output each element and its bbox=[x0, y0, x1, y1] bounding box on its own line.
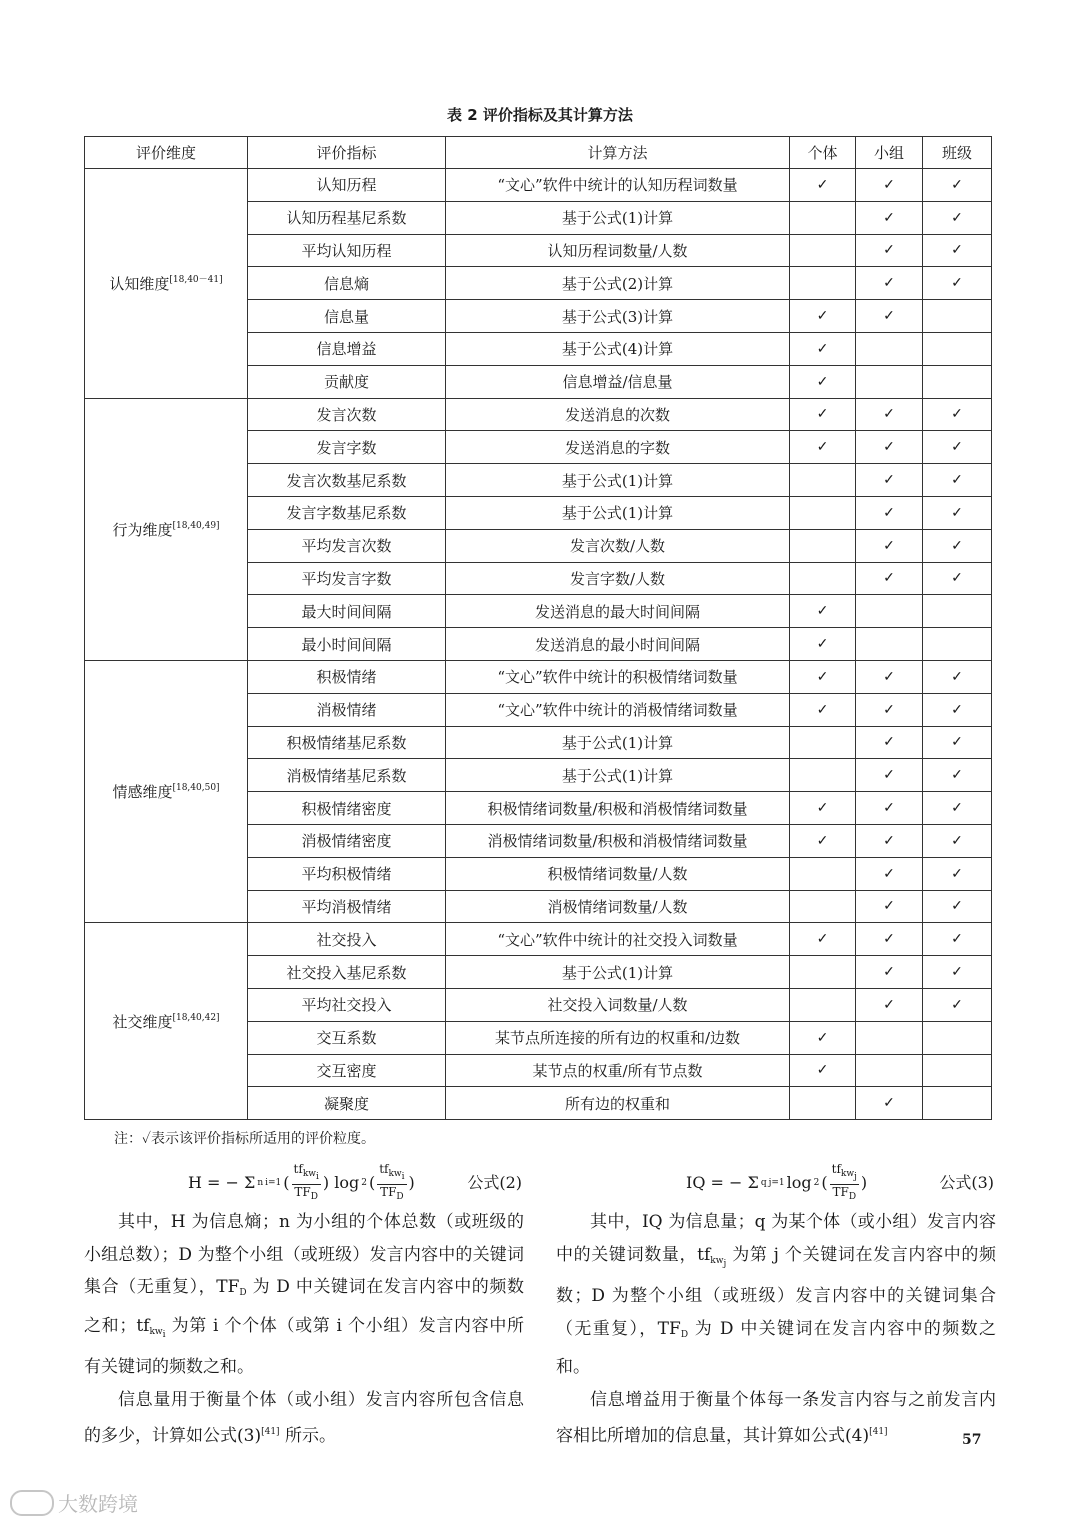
check-mark-icon: ✓ bbox=[816, 1029, 829, 1046]
check-mark-icon: ✓ bbox=[883, 800, 895, 817]
class-check-cell bbox=[923, 496, 992, 529]
header-individual: 个体 bbox=[790, 137, 856, 169]
check-mark-icon: ✓ bbox=[816, 636, 829, 653]
formula-3 bbox=[556, 1160, 996, 1206]
group-check-cell bbox=[856, 1054, 923, 1087]
table-header-row bbox=[85, 137, 992, 169]
indicator-cell: 平均社交投入 bbox=[248, 988, 446, 1021]
class-check-cell bbox=[923, 365, 992, 398]
individual-check-cell bbox=[790, 824, 856, 857]
weibo-logo-icon bbox=[10, 1490, 54, 1516]
class-check-cell bbox=[923, 595, 992, 628]
method-cell: 消极情绪词数量/人数 bbox=[446, 890, 790, 923]
individual-check-cell bbox=[790, 792, 856, 825]
class-check-cell bbox=[923, 234, 992, 267]
left-paragraph-2: 信息量用于衡量个体（或小组）发言内容所包含信息的多少，计算如公式(3)[41] 所示。 bbox=[84, 1389, 524, 1446]
indicator-cell: 发言次数 bbox=[248, 398, 446, 431]
check-mark-icon: ✓ bbox=[883, 701, 895, 718]
individual-check-cell bbox=[790, 365, 856, 398]
indicator-cell: 发言次数基尼系数 bbox=[248, 464, 446, 497]
group-check-cell bbox=[856, 923, 923, 956]
class-check-cell bbox=[923, 759, 992, 792]
table-body bbox=[85, 169, 992, 1120]
class-check-cell bbox=[923, 857, 992, 890]
individual-check-cell bbox=[790, 857, 856, 890]
group-check-cell bbox=[856, 1087, 923, 1120]
check-mark-icon: ✓ bbox=[951, 734, 963, 751]
individual-check-cell bbox=[790, 595, 856, 628]
citation: [41] bbox=[869, 1427, 888, 1437]
group-check-cell bbox=[856, 595, 923, 628]
method-cell: 发言次数/人数 bbox=[446, 529, 790, 562]
class-check-cell bbox=[923, 988, 992, 1021]
method-cell: 认知历程词数量/人数 bbox=[446, 234, 790, 267]
check-mark-icon: ✓ bbox=[883, 439, 895, 456]
class-check-cell bbox=[923, 398, 992, 431]
indicator-cell: 认知历程 bbox=[248, 169, 446, 202]
check-mark-icon: ✓ bbox=[883, 865, 895, 882]
table-row bbox=[85, 923, 992, 956]
indicator-cell: 平均发言次数 bbox=[248, 529, 446, 562]
class-check-cell bbox=[923, 431, 992, 464]
group-check-cell bbox=[856, 726, 923, 759]
individual-check-cell bbox=[790, 1021, 856, 1054]
group-check-cell bbox=[856, 792, 923, 825]
individual-check-cell bbox=[790, 660, 856, 693]
class-check-cell bbox=[923, 464, 992, 497]
group-check-cell bbox=[856, 234, 923, 267]
check-mark-icon: ✓ bbox=[883, 209, 895, 226]
individual-check-cell bbox=[790, 923, 856, 956]
indicator-cell: 社交投入基尼系数 bbox=[248, 956, 446, 989]
citation: [18,40,49] bbox=[172, 520, 220, 531]
indicator-cell: 最大时间间隔 bbox=[248, 595, 446, 628]
individual-check-cell bbox=[790, 759, 856, 792]
method-cell: 发送消息的最大时间间隔 bbox=[446, 595, 790, 628]
check-mark-icon: ✓ bbox=[883, 275, 895, 292]
indicator-cell: 最小时间间隔 bbox=[248, 628, 446, 661]
individual-check-cell bbox=[790, 332, 856, 365]
group-check-cell bbox=[856, 464, 923, 497]
check-mark-icon: ✓ bbox=[883, 734, 895, 751]
group-check-cell bbox=[856, 562, 923, 595]
check-mark-icon: ✓ bbox=[951, 176, 963, 193]
method-cell: 基于公式(1)计算 bbox=[446, 496, 790, 529]
dimension-cell: 情感维度[18,40,50] bbox=[85, 660, 248, 922]
group-check-cell bbox=[856, 431, 923, 464]
header-class: 班级 bbox=[923, 137, 992, 169]
check-mark-icon: ✓ bbox=[951, 964, 963, 981]
check-mark-icon: ✓ bbox=[951, 209, 963, 226]
page-number: 57 bbox=[962, 1432, 982, 1448]
individual-check-cell bbox=[790, 398, 856, 431]
method-cell: 某节点所连接的所有边的权重和/边数 bbox=[446, 1021, 790, 1054]
check-mark-icon: ✓ bbox=[951, 996, 963, 1013]
individual-check-cell bbox=[790, 529, 856, 562]
method-cell: 基于公式(2)计算 bbox=[446, 267, 790, 300]
indicator-cell: 平均发言字数 bbox=[248, 562, 446, 595]
group-check-cell bbox=[856, 628, 923, 661]
method-cell: 积极情绪词数量/积极和消极情绪词数量 bbox=[446, 792, 790, 825]
check-mark-icon: ✓ bbox=[951, 275, 963, 292]
formula-3-label: 公式(3) bbox=[939, 1173, 994, 1192]
check-mark-icon: ✓ bbox=[816, 832, 829, 849]
citation: [18,40,42] bbox=[172, 1012, 220, 1023]
class-check-cell bbox=[923, 890, 992, 923]
method-cell: 消极情绪词数量/积极和消极情绪词数量 bbox=[446, 824, 790, 857]
indicator-cell: 平均认知历程 bbox=[248, 234, 446, 267]
indicator-cell: 消极情绪基尼系数 bbox=[248, 759, 446, 792]
method-cell: 积极情绪词数量/人数 bbox=[446, 857, 790, 890]
indicator-cell: 认知历程基尼系数 bbox=[248, 201, 446, 234]
watermark bbox=[10, 1488, 138, 1517]
group-check-cell bbox=[856, 660, 923, 693]
indicator-cell: 积极情绪基尼系数 bbox=[248, 726, 446, 759]
method-cell: 发送消息的最小时间间隔 bbox=[446, 628, 790, 661]
individual-check-cell bbox=[790, 890, 856, 923]
check-mark-icon: ✓ bbox=[883, 570, 895, 587]
individual-check-cell bbox=[790, 201, 856, 234]
class-check-cell bbox=[923, 201, 992, 234]
group-check-cell bbox=[856, 300, 923, 333]
method-cell: “文心”软件中统计的社交投入词数量 bbox=[446, 923, 790, 956]
table-row bbox=[85, 398, 992, 431]
check-mark-icon: ✓ bbox=[883, 504, 895, 521]
individual-check-cell bbox=[790, 693, 856, 726]
check-mark-icon: ✓ bbox=[883, 996, 895, 1013]
check-mark-icon: ✓ bbox=[951, 406, 963, 423]
check-mark-icon: ✓ bbox=[883, 832, 895, 849]
formula-3-expression: IQ = − Σ q j=1 log 2 ( $\frac{tf_{kwj}}{TF_D}$ ) bbox=[686, 1162, 868, 1202]
method-cell: 社交投入词数量/人数 bbox=[446, 988, 790, 1021]
check-mark-icon: ✓ bbox=[883, 176, 895, 193]
check-mark-icon: ✓ bbox=[951, 537, 963, 554]
class-check-cell bbox=[923, 529, 992, 562]
check-mark-icon: ✓ bbox=[883, 1095, 895, 1112]
method-cell: 发送消息的次数 bbox=[446, 398, 790, 431]
check-mark-icon: ✓ bbox=[816, 603, 829, 620]
method-cell: 发送消息的字数 bbox=[446, 431, 790, 464]
check-mark-icon: ✓ bbox=[816, 340, 829, 357]
class-check-cell bbox=[923, 300, 992, 333]
individual-check-cell bbox=[790, 988, 856, 1021]
citation: [18,40,50] bbox=[172, 783, 220, 794]
indicator-cell: 发言字数基尼系数 bbox=[248, 496, 446, 529]
check-mark-icon: ✓ bbox=[951, 767, 963, 784]
header-method: 计算方法 bbox=[446, 137, 790, 169]
group-check-cell bbox=[856, 169, 923, 202]
group-check-cell bbox=[856, 824, 923, 857]
individual-check-cell bbox=[790, 234, 856, 267]
citation: [18,40－41] bbox=[169, 275, 223, 286]
method-cell: 某节点的权重/所有节点数 bbox=[446, 1054, 790, 1087]
method-cell: 基于公式(4)计算 bbox=[446, 332, 790, 365]
class-check-cell bbox=[923, 726, 992, 759]
check-mark-icon: ✓ bbox=[816, 1062, 829, 1079]
method-cell: “文心”软件中统计的认知历程词数量 bbox=[446, 169, 790, 202]
class-check-cell bbox=[923, 562, 992, 595]
group-check-cell bbox=[856, 857, 923, 890]
indicator-cell: 贡献度 bbox=[248, 365, 446, 398]
check-mark-icon: ✓ bbox=[816, 406, 829, 423]
group-check-cell bbox=[856, 759, 923, 792]
check-mark-icon: ✓ bbox=[951, 570, 963, 587]
check-mark-icon: ✓ bbox=[816, 439, 829, 456]
individual-check-cell bbox=[790, 1087, 856, 1120]
individual-check-cell bbox=[790, 956, 856, 989]
indicator-cell: 信息熵 bbox=[248, 267, 446, 300]
method-cell: 基于公式(3)计算 bbox=[446, 300, 790, 333]
group-check-cell bbox=[856, 529, 923, 562]
class-check-cell bbox=[923, 169, 992, 202]
class-check-cell bbox=[923, 693, 992, 726]
method-cell: 基于公式(1)计算 bbox=[446, 759, 790, 792]
check-mark-icon: ✓ bbox=[883, 406, 895, 423]
check-mark-icon: ✓ bbox=[816, 373, 829, 390]
method-cell: 基于公式(1)计算 bbox=[446, 201, 790, 234]
check-mark-icon: ✓ bbox=[951, 504, 963, 521]
check-mark-icon: ✓ bbox=[951, 898, 963, 915]
indicator-cell: 平均积极情绪 bbox=[248, 857, 446, 890]
check-mark-icon: ✓ bbox=[816, 668, 829, 685]
indicator-cell: 积极情绪密度 bbox=[248, 792, 446, 825]
group-check-cell bbox=[856, 267, 923, 300]
method-cell: 所有边的权重和 bbox=[446, 1087, 790, 1120]
indicator-cell: 发言字数 bbox=[248, 431, 446, 464]
individual-check-cell bbox=[790, 169, 856, 202]
check-mark-icon: ✓ bbox=[883, 537, 895, 554]
class-check-cell bbox=[923, 660, 992, 693]
indicator-cell: 凝聚度 bbox=[248, 1087, 446, 1120]
check-mark-icon: ✓ bbox=[951, 701, 963, 718]
indicator-cell: 交互密度 bbox=[248, 1054, 446, 1087]
check-mark-icon: ✓ bbox=[951, 242, 963, 259]
header-dimension: 评价维度 bbox=[85, 137, 248, 169]
dimension-cell: 认知维度[18,40－41] bbox=[85, 169, 248, 399]
check-mark-icon: ✓ bbox=[883, 668, 895, 685]
method-cell: 基于公式(1)计算 bbox=[446, 726, 790, 759]
method-cell: 发言字数/人数 bbox=[446, 562, 790, 595]
class-check-cell bbox=[923, 1021, 992, 1054]
individual-check-cell bbox=[790, 562, 856, 595]
dimension-cell: 行为维度[18,40,49] bbox=[85, 398, 248, 660]
individual-check-cell bbox=[790, 267, 856, 300]
indicator-cell: 积极情绪 bbox=[248, 660, 446, 693]
indicator-cell: 消极情绪密度 bbox=[248, 824, 446, 857]
check-mark-icon: ✓ bbox=[951, 865, 963, 882]
individual-check-cell bbox=[790, 464, 856, 497]
class-check-cell bbox=[923, 923, 992, 956]
table-note: 注：✓表示该评价指标所适用的评价粒度。 bbox=[114, 1131, 376, 1147]
check-mark-icon: ✓ bbox=[883, 472, 895, 489]
check-mark-icon: ✓ bbox=[883, 898, 895, 915]
indicator-cell: 社交投入 bbox=[248, 923, 446, 956]
class-check-cell bbox=[923, 1054, 992, 1087]
method-cell: 信息增益/信息量 bbox=[446, 365, 790, 398]
check-mark-icon: ✓ bbox=[816, 176, 829, 193]
indicator-cell: 平均消极情绪 bbox=[248, 890, 446, 923]
citation: [41] bbox=[261, 1427, 280, 1437]
header-group: 小组 bbox=[856, 137, 923, 169]
individual-check-cell bbox=[790, 1054, 856, 1087]
table-row bbox=[85, 169, 992, 202]
individual-check-cell bbox=[790, 300, 856, 333]
group-check-cell bbox=[856, 693, 923, 726]
check-mark-icon: ✓ bbox=[816, 800, 829, 817]
watermark-text: 大数跨境 bbox=[58, 1492, 138, 1516]
class-check-cell bbox=[923, 332, 992, 365]
method-cell: 基于公式(1)计算 bbox=[446, 956, 790, 989]
evaluation-indicator-table bbox=[84, 136, 992, 1120]
table-row bbox=[85, 660, 992, 693]
individual-check-cell bbox=[790, 726, 856, 759]
group-check-cell bbox=[856, 890, 923, 923]
group-check-cell bbox=[856, 988, 923, 1021]
left-paragraph-1: 其中，H 为信息熵；n 为小组的个体总数（或班级的小组总数）；D 为整个小组（或班级）发言内容中的关键词集合（无重复），$TF_D$ 为 D 中关键词在发言内容中的频数之和；$tf_{kwi}$ 为第 i 个个体（或第 i 个小组）发言内容中所有关键词的频数之和。 bbox=[84, 1212, 524, 1377]
indicator-cell: 交互系数 bbox=[248, 1021, 446, 1054]
formula-2-expression: H = − Σ n i=1 ( $\frac{tf_{kwi}}{TF_D}$ ) log 2 ( $\frac{tf_{kwi}}{TF_D}$ ) bbox=[188, 1162, 415, 1202]
class-check-cell bbox=[923, 1087, 992, 1120]
right-text-column bbox=[556, 1160, 996, 1453]
class-check-cell bbox=[923, 267, 992, 300]
formula-2-label: 公式(2) bbox=[467, 1173, 522, 1192]
check-mark-icon: ✓ bbox=[951, 931, 963, 948]
individual-check-cell bbox=[790, 496, 856, 529]
indicator-cell: 信息增益 bbox=[248, 332, 446, 365]
method-cell: “文心”软件中统计的积极情绪词数量 bbox=[446, 660, 790, 693]
individual-check-cell bbox=[790, 628, 856, 661]
class-check-cell bbox=[923, 824, 992, 857]
formula-2 bbox=[84, 1160, 524, 1206]
right-paragraph-2: 信息增益用于衡量个体每一条发言内容与之前发言内容相比所增加的信息量，其计算如公式(4)[41] bbox=[556, 1389, 996, 1446]
group-check-cell bbox=[856, 365, 923, 398]
group-check-cell bbox=[856, 398, 923, 431]
individual-check-cell bbox=[790, 431, 856, 464]
check-mark-icon: ✓ bbox=[883, 308, 895, 325]
check-mark-icon: ✓ bbox=[883, 767, 895, 784]
check-mark-icon: ✓ bbox=[883, 964, 895, 981]
table-caption: 表 2 评价指标及其计算方法 bbox=[447, 106, 633, 124]
right-paragraph-1: 其中，IQ 为信息量；q 为某个体（或小组）发言内容中的关键词数量，$tf_{kwj}$ 为第 j 个关键词在发言内容中的频数；D 为整个小组（或班级）发言内容中的关键词集合（无重复），$TF_D$ 为 D 中关键词在发言内容中的频数之和。 bbox=[556, 1212, 997, 1377]
header-indicator: 评价指标 bbox=[248, 137, 446, 169]
group-check-cell bbox=[856, 201, 923, 234]
group-check-cell bbox=[856, 1021, 923, 1054]
check-mark-icon: ✓ bbox=[816, 308, 829, 325]
method-cell: 基于公式(1)计算 bbox=[446, 464, 790, 497]
dimension-cell: 社交维度[18,40,42] bbox=[85, 923, 248, 1120]
check-mark-icon: ✓ bbox=[951, 439, 963, 456]
check-mark-icon: ✓ bbox=[951, 472, 963, 489]
class-check-cell bbox=[923, 628, 992, 661]
check-mark-icon: ✓ bbox=[816, 701, 829, 718]
group-check-cell bbox=[856, 332, 923, 365]
check-mark-icon: ✓ bbox=[951, 832, 963, 849]
class-check-cell bbox=[923, 792, 992, 825]
indicator-cell: 消极情绪 bbox=[248, 693, 446, 726]
group-check-cell bbox=[856, 496, 923, 529]
check-mark-icon: ✓ bbox=[883, 931, 895, 948]
method-cell: “文心”软件中统计的消极情绪词数量 bbox=[446, 693, 790, 726]
left-text-column bbox=[84, 1160, 524, 1453]
indicator-cell: 信息量 bbox=[248, 300, 446, 333]
group-check-cell bbox=[856, 956, 923, 989]
check-mark-icon: ✓ bbox=[951, 668, 963, 685]
check-mark-icon: ✓ bbox=[883, 242, 895, 259]
check-mark-icon: ✓ bbox=[951, 800, 963, 817]
class-check-cell bbox=[923, 956, 992, 989]
check-mark-icon: ✓ bbox=[816, 931, 829, 948]
